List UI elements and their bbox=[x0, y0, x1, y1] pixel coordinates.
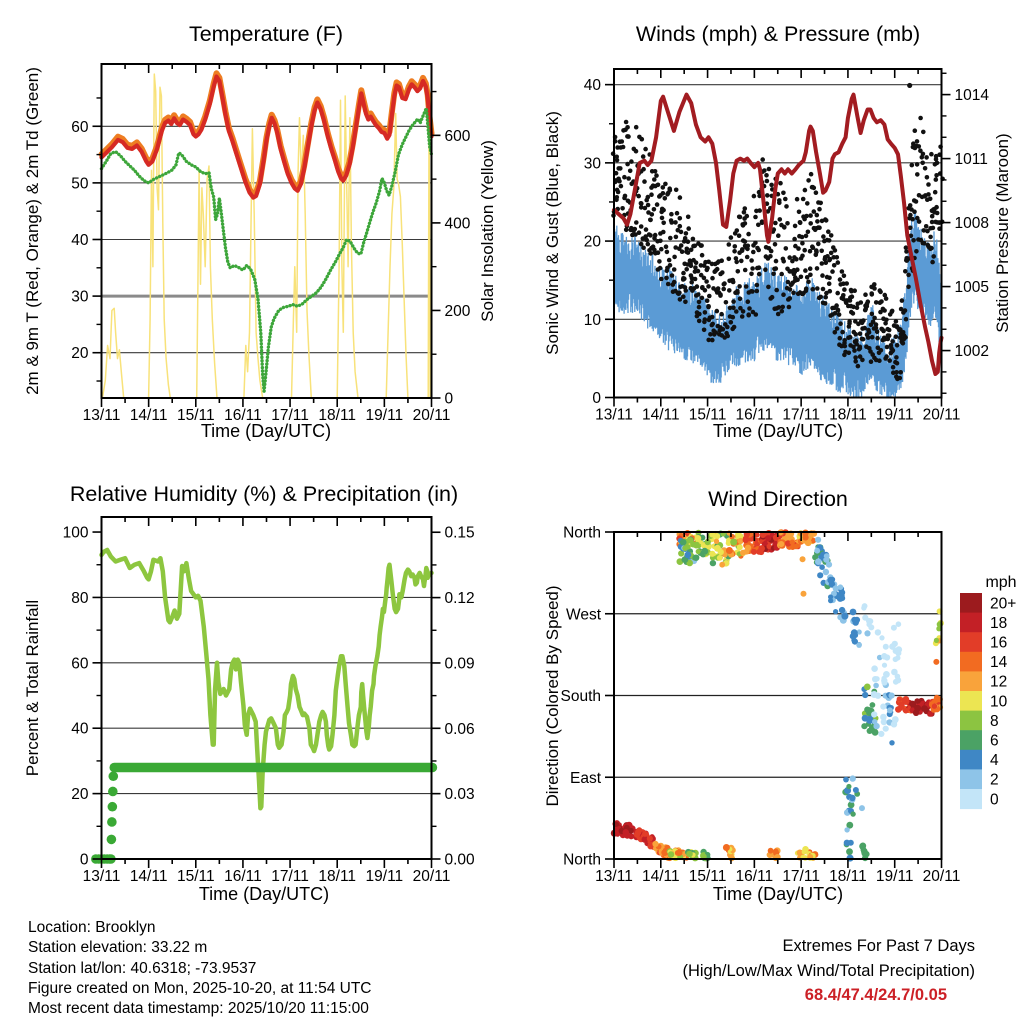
speed-colorbar bbox=[960, 593, 1016, 809]
x-tick-label: 13/11 bbox=[82, 407, 121, 424]
chart-title-temperature: Temperature (F) bbox=[188, 22, 344, 46]
y-tick-label-right: 600 bbox=[444, 127, 471, 145]
figure-created: Figure created on Mon, 2025-10-20, at 11:54 UTC bbox=[28, 979, 372, 997]
x-tick-label: 19/11 bbox=[365, 407, 404, 424]
colorbar-tick-label: 16 bbox=[990, 634, 1008, 652]
direction-tick-label: North bbox=[563, 524, 601, 542]
x-tick-label: 16/11 bbox=[735, 868, 774, 885]
extremes-subtitle: (High/Low/Max Wind/Total Precipitation) bbox=[682, 961, 975, 980]
colorbar-tick-label: 8 bbox=[990, 712, 999, 730]
y-tick-label-left: 20 bbox=[583, 233, 601, 251]
x-tick-label: 15/11 bbox=[176, 868, 215, 885]
colorbar-tick-label: 6 bbox=[990, 732, 999, 750]
y-tick-label-right: 1014 bbox=[954, 87, 989, 105]
y-tick-label-right: 0.09 bbox=[444, 655, 475, 673]
x-tick-label: 17/11 bbox=[782, 868, 820, 885]
colorbar-tick-label: 18 bbox=[990, 614, 1008, 632]
x-tick-label: 18/11 bbox=[318, 407, 357, 424]
y-tick-label-right: 0.15 bbox=[444, 524, 475, 542]
x-tick-label: 16/11 bbox=[224, 407, 262, 424]
station-elevation: Station elevation: 33.22 m bbox=[28, 939, 208, 957]
x-tick-label: 18/11 bbox=[829, 868, 867, 885]
y-tick-label-right: 0.00 bbox=[444, 851, 475, 869]
x-tick-label: 15/11 bbox=[688, 868, 727, 885]
colorbar-tick-label: 2 bbox=[990, 771, 999, 789]
y-tick-label-right: 1002 bbox=[954, 343, 989, 361]
colorbar-tick-label: 12 bbox=[990, 673, 1008, 691]
y-tick-label-right: 1008 bbox=[954, 215, 989, 233]
x-tick-label: 13/11 bbox=[595, 406, 633, 424]
station-location: Location: Brooklyn bbox=[28, 919, 156, 936]
temperature-plot bbox=[71, 64, 470, 424]
x-tick-label: 14/11 bbox=[641, 406, 680, 424]
direction-tick-label: South bbox=[560, 688, 601, 705]
data-timestamp: Most recent data timestamp: 2025/10/20 11:15:00 bbox=[28, 1000, 369, 1018]
xlabel-winddirection: Time (Day/UTC) bbox=[712, 884, 844, 904]
colorbar-tick-label: 10 bbox=[990, 693, 1008, 711]
x-tick-label: 15/11 bbox=[688, 406, 727, 424]
x-tick-label: 16/11 bbox=[224, 868, 262, 885]
y-tick-label-right: 0.03 bbox=[444, 786, 475, 804]
x-tick-label: 19/11 bbox=[875, 868, 914, 885]
x-tick-label: 15/11 bbox=[176, 407, 215, 424]
x-tick-label: 14/11 bbox=[641, 868, 680, 885]
x-tick-label: 20/11 bbox=[922, 868, 961, 885]
ylabel-temperature-right: Solar Insolation (Yellow) bbox=[478, 140, 497, 322]
chart-title-winds: Winds (mph) & Pressure (mb) bbox=[635, 22, 921, 46]
x-tick-label: 18/11 bbox=[318, 868, 357, 885]
y-tick-label-right: 1011 bbox=[954, 151, 988, 169]
x-tick-label: 16/11 bbox=[735, 406, 774, 424]
x-tick-label: 20/11 bbox=[922, 406, 961, 424]
y-tick-label-left: 30 bbox=[583, 155, 601, 173]
colorbar-title: mph bbox=[985, 574, 1017, 591]
xlabel-temperature: Time (Day/UTC) bbox=[200, 421, 332, 441]
colorbar-tick-label: 4 bbox=[990, 752, 999, 770]
y-tick-label-left: 0 bbox=[592, 390, 601, 407]
ylabel-humidity-left: Percent & Total Rainfall bbox=[23, 599, 42, 777]
extremes-title: Extremes For Past 7 Days bbox=[782, 937, 975, 955]
direction-tick-label: North bbox=[563, 851, 601, 869]
direction-tick-label: East bbox=[569, 769, 601, 787]
ylabel-temperature-left: 2m & 9m T (Red, Orange) & 2m Td (Green) bbox=[23, 67, 42, 395]
y-tick-label-right: 0 bbox=[444, 390, 454, 408]
y-tick-label-left: 80 bbox=[71, 589, 89, 607]
x-tick-label: 14/11 bbox=[129, 868, 168, 885]
chart-title-winddirection: Wind Direction bbox=[708, 487, 848, 511]
y-tick-label-left: 60 bbox=[71, 655, 89, 673]
y-tick-label-left: 20 bbox=[71, 786, 89, 804]
ylabel-winddirection-left: Direction (Colored By Speed) bbox=[543, 585, 562, 807]
y-tick-label-left: 10 bbox=[583, 311, 601, 329]
xlabel-winds: Time (Day/UTC) bbox=[712, 421, 844, 441]
x-tick-label: 20/11 bbox=[412, 868, 451, 885]
y-tick-label-left: 50 bbox=[71, 175, 89, 193]
y-tick-label-right: 200 bbox=[444, 302, 471, 320]
x-tick-label: 18/11 bbox=[829, 406, 867, 424]
station-info bbox=[28, 918, 372, 1019]
x-tick-label: 19/11 bbox=[365, 868, 404, 885]
x-tick-label: 19/11 bbox=[875, 406, 914, 424]
wind-direction-plot bbox=[560, 525, 960, 886]
y-tick-label-left: 100 bbox=[62, 524, 89, 542]
extremes-block bbox=[682, 934, 975, 1008]
x-tick-label: 13/11 bbox=[595, 868, 633, 885]
y-tick-label-left: 0 bbox=[79, 851, 89, 869]
x-tick-label: 20/11 bbox=[412, 407, 451, 424]
y-tick-label-left: 40 bbox=[71, 720, 89, 738]
y-tick-label-left: 60 bbox=[71, 118, 89, 136]
extremes-values: 68.4/47.4/24.7/0.05 bbox=[804, 986, 947, 1004]
colorbar-tick-label: 14 bbox=[990, 654, 1008, 672]
x-tick-label: 17/11 bbox=[782, 406, 820, 424]
chart-title-humidity: Relative Humidity (%) & Precipitation (in) bbox=[69, 482, 459, 506]
y-tick-label-right: 0.06 bbox=[444, 720, 475, 738]
ylabel-winds-right: Station Pressure (Maroon) bbox=[993, 133, 1012, 333]
y-tick-label-left: 40 bbox=[71, 231, 89, 249]
x-tick-label: 17/11 bbox=[271, 868, 309, 885]
x-tick-label: 17/11 bbox=[271, 407, 309, 424]
y-tick-label-left: 20 bbox=[71, 345, 89, 363]
y-tick-label-right: 0.12 bbox=[444, 590, 475, 608]
colorbar-tick-label: 20+ bbox=[990, 595, 1017, 613]
xlabel-humidity: Time (Day/UTC) bbox=[198, 884, 330, 904]
y-tick-label-left: 40 bbox=[583, 77, 601, 95]
x-tick-label: 14/11 bbox=[129, 407, 168, 424]
station-latlon: Station lat/lon: 40.6318; -73.9537 bbox=[28, 959, 257, 977]
ylabel-winds-left: Sonic Wind & Gust (Blue, Black) bbox=[543, 111, 562, 355]
y-tick-label-right: 1005 bbox=[954, 279, 989, 297]
humidity-plot bbox=[63, 517, 475, 885]
direction-tick-label: West bbox=[565, 606, 601, 624]
winds-plot bbox=[584, 69, 990, 424]
x-tick-label: 13/11 bbox=[82, 868, 121, 885]
y-tick-label-left: 30 bbox=[71, 288, 89, 306]
y-tick-label-right: 400 bbox=[444, 215, 471, 233]
colorbar-tick-label: 0 bbox=[990, 791, 999, 809]
